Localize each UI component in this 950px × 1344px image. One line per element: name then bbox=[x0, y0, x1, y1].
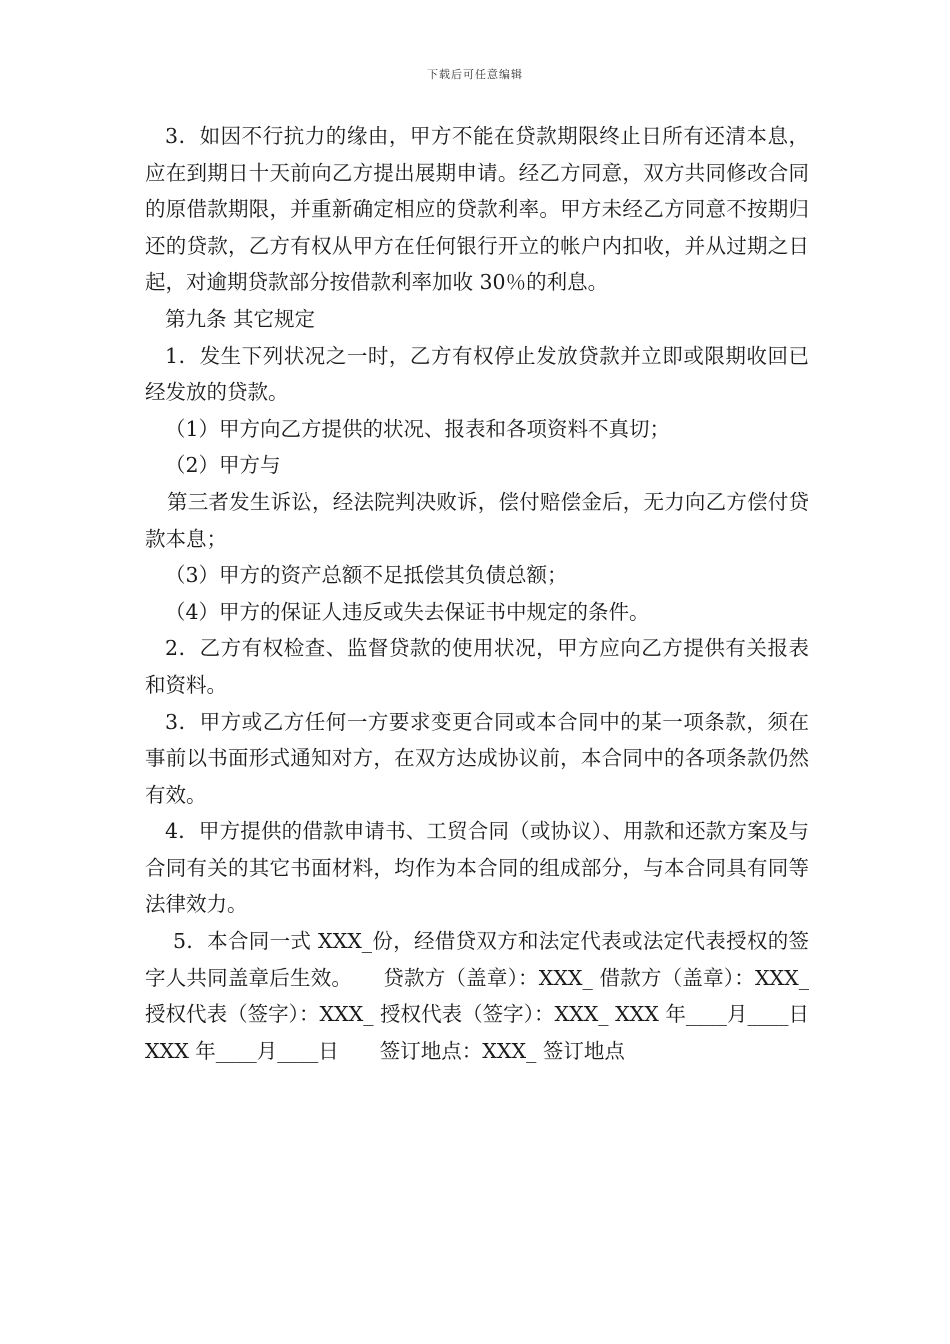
paragraph-subitem-1: （1）甲方向乙方提供的状况、报表和各项资料不真切； bbox=[165, 416, 671, 441]
paragraph-item-1: 1．发生下列状况之一时，乙方有权停止发放贷款并立即或限期收回已经发放的贷款。 bbox=[145, 343, 809, 405]
paragraph-subitem-3: （3）甲方的资产总额不足抵偿其负债总额； bbox=[165, 563, 568, 588]
header-note: 下载后可任意编辑 bbox=[427, 68, 523, 81]
section-heading-article-9: 第九条 其它规定 bbox=[165, 306, 316, 331]
paragraph-item-3: 3．甲方或乙方任何一方要求变更合同或本合同中的某一项条款，须在事前以书面形式通知对方，在双方达成协议前，本合同中的各项条款仍然有效。 bbox=[145, 709, 809, 807]
paragraph-item-2: 2．乙方有权检查、监督贷款的使用状况，甲方应向乙方提供有关报表和资料。 bbox=[145, 636, 809, 697]
paragraph-subitem-4: （4）甲方的保证人违反或失去保证书中规定的条件。 bbox=[165, 599, 650, 624]
paragraph-subitem-2: （2）甲方与 bbox=[165, 453, 281, 478]
paragraph-clause-3: 3．如因不行抗力的缘由，甲方不能在贷款期限终止日所有还清本息，应在到期日十天前向乙方提出展期申请。经乙方同意，双方共同修改合同的原借款期限，并重新确定相应的贷款利率。甲方未经乙方同意不按期归还的贷款，乙方有权从甲方在任何银行开立的帐户内扣收，并从过期之日起，对逾期贷款部分按借款利率加收 30％的利息。 bbox=[145, 124, 809, 295]
paragraph-item-4: 4．甲方提供的借款申请书、工贸合同（或协议）、用款和还款方案及与合同有关的其它书面材料，均作为本合同的组成部分，与本合同具有同等法律效力。 bbox=[145, 819, 809, 917]
paragraph-item-5-signatures: 5．本合同一式 XXX_份，经借贷双方和法定代表或法定代表授权的签字人共同盖章后生效。 贷款方（盖章）：XXX_ 借款方（盖章）：XXX_ 授权代表（签字）：XXX_ 授权代表（签字）：XXX_ XXX 年____月____日 XXX 年____月____日 签订地点：XXX_ 签订地点 bbox=[145, 929, 850, 1063]
paragraph-subitem-2-continued: 第三者发生诉讼，经法院判决败诉，偿付赔偿金后，无力向乙方偿付贷款本息； bbox=[145, 489, 809, 551]
document-body bbox=[145, 118, 850, 1069]
